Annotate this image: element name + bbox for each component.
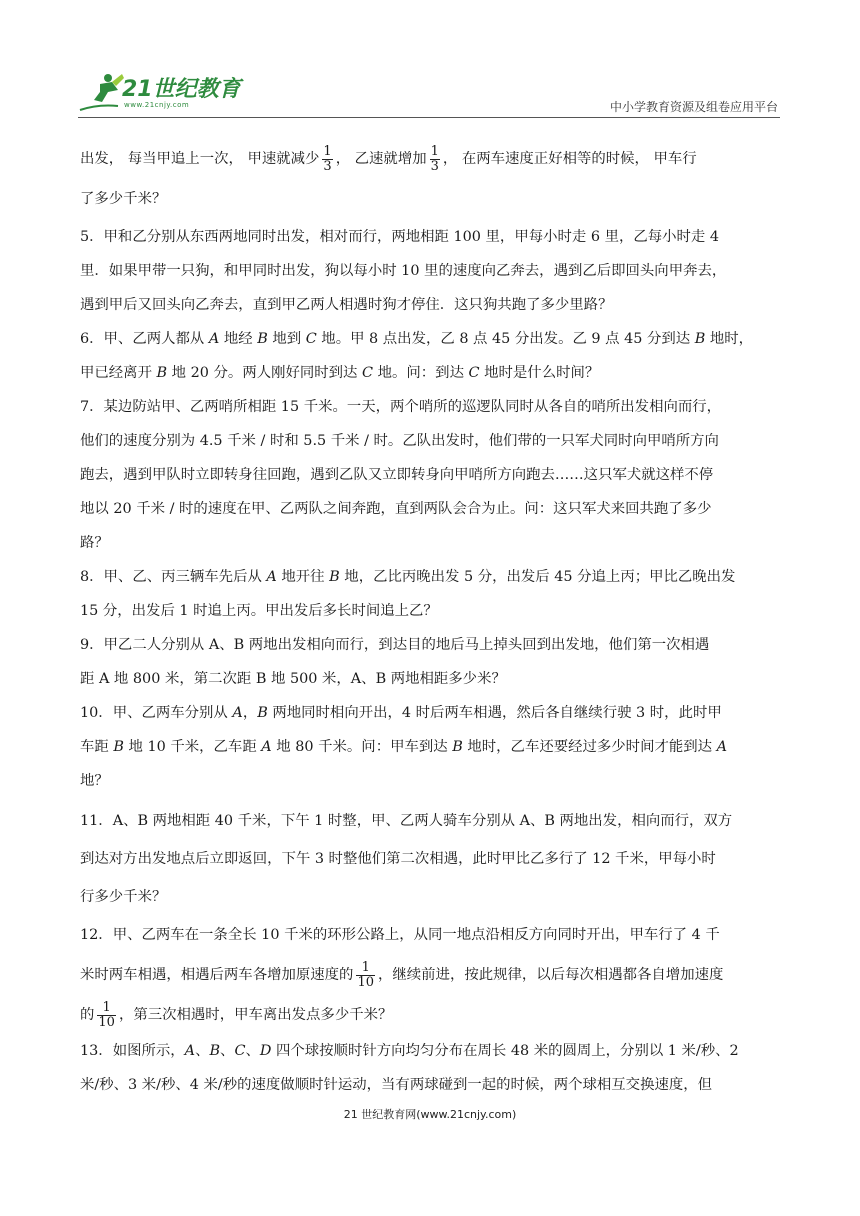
- q5-line2: 里．如果甲带一只狗，和甲同时出发，狗以每小时 10 里的速度向乙奔去，遇到乙后即回头向甲奔去，: [80, 263, 727, 279]
- q13-line2: 米/秒、3 米/秒、4 米/秒的速度做顺时针运动，当有两球碰到一起的时候，两个球相互交换速度，但: [80, 1077, 713, 1093]
- q8-line1: 8．甲、乙、丙三辆车先后从 A 地开往 B 地，乙比丙晚出发 5 分，出发后 45 分追上丙；甲比乙晚出发: [80, 569, 736, 585]
- logo-url: www.21cnjy.com: [124, 101, 190, 109]
- fraction: $\frac{1}{3}$: [323, 143, 332, 174]
- q5-line1: 5．甲和乙分别从东西两地同时出发，相对而行，两地相距 100 里，甲每小时走 6 里，乙每小时走 4: [80, 229, 720, 245]
- q12-line1: 12．甲、乙两车在一条全长 10 千米的环形公路上，从同一地点沿相反方向同时开出，甲车行了 4 千: [80, 927, 720, 943]
- fraction: $\frac{1}{10}$: [357, 959, 374, 990]
- q7-line4: 地以 20 千米 / 时的速度在甲、乙两队之间奔跑，直到两队会合为止。问：这只军犬来回共跑了多少: [80, 501, 712, 517]
- q7-line2: 他们的速度分别为 4.5 千米 / 时和 5.5 千米 / 时。乙队出发时，他们带的一只军犬同时向甲哨所方向: [80, 433, 719, 449]
- q4-line1: 出发， 每当甲追上一次， 甲速就减少 $\frac{1}{3}$ ， 乙速就增加 $\frac{1}{3}$ ， 在两车速度正好相等的时候， 甲车行: [80, 143, 697, 174]
- q11-line3: 行多少千米？: [80, 889, 167, 905]
- q9-line2: 距 A 地 800 米，第二次距 B 地 500 米，A、B 两地相距多少米？: [80, 671, 506, 687]
- q11-line2: 到达对方出发地点后立即返回，下午 3 时整他们第二次相遇，此时甲比乙多行了 12 千米，甲每小时: [80, 851, 716, 867]
- q5-line3: 遇到甲后又回头向乙奔去，直到甲乙两人相遇时狗才停住．这只狗共跑了多少里路？: [80, 297, 613, 313]
- q8-line2: 15 分，出发后 1 时追上丙。甲出发后多长时间追上乙？: [80, 603, 438, 619]
- q11-line1: 11．A、B 两地相距 40 千米，下午 1 时整，甲、乙两人骑车分别从 A、B 两地出发，相向而行，双方: [80, 813, 733, 829]
- q4-line2: 了多少千米？: [80, 191, 167, 207]
- q13-line1: 13．如图所示，A、B、C、D 四个球按顺时针方向均匀分布在周长 48 米的圆周上，分别以 1 米/秒、2: [80, 1043, 739, 1059]
- fraction: $\frac{1}{3}$: [430, 143, 439, 174]
- header-divider: [78, 117, 780, 118]
- q10-line3: 地？: [80, 773, 109, 789]
- q12-line3: 的 $\frac{1}{10}$ ，第三次相遇时，甲车离出发点多少千米？: [80, 999, 393, 1030]
- page-header: [0, 0, 860, 120]
- q12-line2: 米时两车相遇，相遇后两车各增加原速度的 $\frac{1}{10}$ ，继续前进，按此规律，以后每次相遇都各自增加速度: [80, 959, 724, 990]
- q6-line1: 6．甲、乙两人都从 A 地经 B 地到 C 地。甲 8 点出发，乙 8 点 45 分出发。乙 9 点 45 分到达 B 地时，: [80, 331, 754, 347]
- q9-line1: 9．甲乙二人分别从 A、B 两地出发相向而行，到达目的地后马上掉头回到出发地，他们第一次相遇: [80, 637, 710, 653]
- q6-line2: 甲已经离开 B 地 20 分。两人刚好同时到达 C 地。问：到达 C 地时是什么时间？: [80, 365, 600, 381]
- q7-line1: 7．某边防站甲、乙两哨所相距 15 千米。一天，两个哨所的巡逻队同时从各自的哨所出发相向而行，: [80, 399, 722, 415]
- fraction: $\frac{1}{10}$: [98, 999, 115, 1030]
- q7-line3: 跑去，遇到甲队时立即转身往回跑，遇到乙队又立即转身向甲哨所方向跑去……这只军犬就这样不停: [80, 467, 714, 483]
- q7-line5: 路？: [80, 535, 109, 551]
- logo-text: 21世纪教育: [122, 77, 241, 102]
- q10-line2: 车距 B 地 10 千米，乙车距 A 地 80 千米。问：甲车到达 B 地时，乙车还要经过多少时间才能到达 A: [80, 739, 728, 755]
- platform-title: 中小学教育资源及组卷应用平台: [609, 100, 778, 114]
- q10-line1: 10．甲、乙两车分别从 A，B 两地同时相向开出，4 时后两车相遇，然后各自继续行驶 3 时，此时甲: [80, 705, 722, 721]
- page-footer: 21 世纪教育网(www.21cnjy.com): [343, 1108, 517, 1121]
